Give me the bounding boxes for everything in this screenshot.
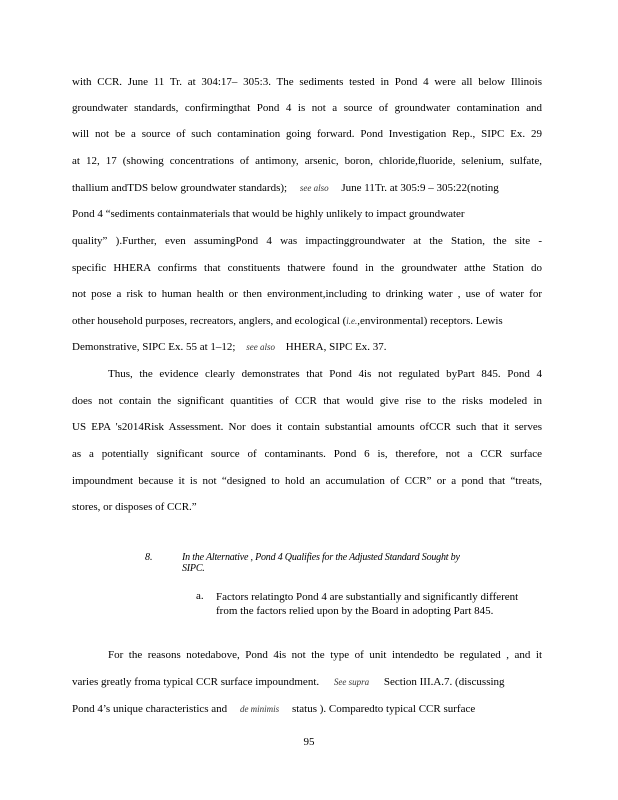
body-line: Pond 4 “sediments containmaterials that would be highly unlikely to impact groundwater — [72, 208, 465, 220]
text-span: varies greatly froma typical CCR surface impoundment. — [72, 676, 320, 688]
text-span: Pond 4’s unique characteristics and — [72, 703, 228, 715]
body-line: stores, or disposes of CCR.” — [72, 501, 197, 513]
citation-signal: see also — [246, 342, 275, 352]
body-line — [72, 676, 542, 689]
text-span: status ). Comparedto typical CCR surface — [291, 703, 476, 715]
section-heading-line: In the Alternative , Pond 4 Qualifies for the Adjusted Standard Sought by — [182, 552, 460, 563]
text-span: Demonstrative, SIPC Ex. 55 at 1–12; — [72, 341, 236, 353]
body-line: groundwater standards, confirmingthat Pond 4 is not a source of groundwater contamination and — [72, 102, 542, 114]
body-line — [72, 182, 542, 195]
italic-term: de minimis — [239, 704, 280, 714]
body-line: with CCR. June 11 Tr. at 304:17– 305:3. The sediments tested in Pond 4 were all below Illinois — [72, 76, 542, 88]
text-span: HHERA, SIPC Ex. 37. — [285, 341, 387, 353]
body-line — [72, 315, 542, 328]
subheading: Factors relatingto Pond 4 are substantially and significantly different from the factors relied upon by the Board in adopting Part 845. — [216, 591, 519, 617]
page-number: 95 — [303, 736, 315, 748]
subheading-number: a. — [196, 590, 204, 602]
italic-term: i.e. — [346, 316, 358, 326]
text-span: ,environmental) receptors. Lewis — [357, 315, 503, 327]
body-line: at 12, 17 (showing concentrations of antimony, arsenic, boron, chloride,fluoride, selenium, sulfate, — [72, 155, 542, 167]
body-line: quality” ).Further, even assumingPond 4 was impactinggroundwater at the Station, the site - — [72, 235, 542, 247]
body-line: does not contain the significant quantities of CCR that would give rise to the risks modeled in — [72, 395, 542, 407]
citation-signal: see also — [299, 183, 329, 193]
body-line: not pose a risk to human health or then environment,including to drinking water , use of water for — [72, 288, 542, 300]
citation-signal: See supra — [333, 677, 370, 687]
text-span: Section III.A.7. (discussing — [383, 676, 505, 688]
body-line: US EPA 's2014Risk Assessment. Nor does it contain substantial amounts ofCCR such that it serves — [72, 421, 542, 433]
body-line: impoundment because it is not “designed to hold an accumulation of CCR” or a pond that “treats, — [72, 475, 542, 487]
heading-number: 8. — [145, 552, 153, 563]
body-line: as a potentially significant source of contaminants. Pond 6 is, therefore, not a CCR surface — [72, 448, 542, 460]
text-span: thallium andTDS below groundwater standards); — [72, 182, 288, 194]
body-line — [72, 341, 542, 354]
text-span: June 11Tr. at 305:9 – 305:22(noting — [341, 182, 499, 194]
body-line: will not be a source of such contamination going forward. Pond Investigation Rep., SIPC Ex. 29 — [72, 128, 542, 140]
section-heading — [182, 552, 542, 574]
body-line: For the reasons notedabove, Pond 4is not the type of unit intendedto be regulated , and it — [108, 649, 542, 661]
body-line: specific HHERA confirms that constituents thatwere found in the groundwater atthe Station do — [72, 262, 542, 274]
section-heading-line: SIPC. — [182, 563, 205, 574]
text-span: other household purposes, recreators, anglers, and ecological ( — [72, 315, 347, 327]
body-line: Thus, the evidence clearly demonstrates that Pond 4is not regulated byPart 845. Pond 4 — [108, 368, 542, 380]
body-line — [72, 703, 542, 716]
